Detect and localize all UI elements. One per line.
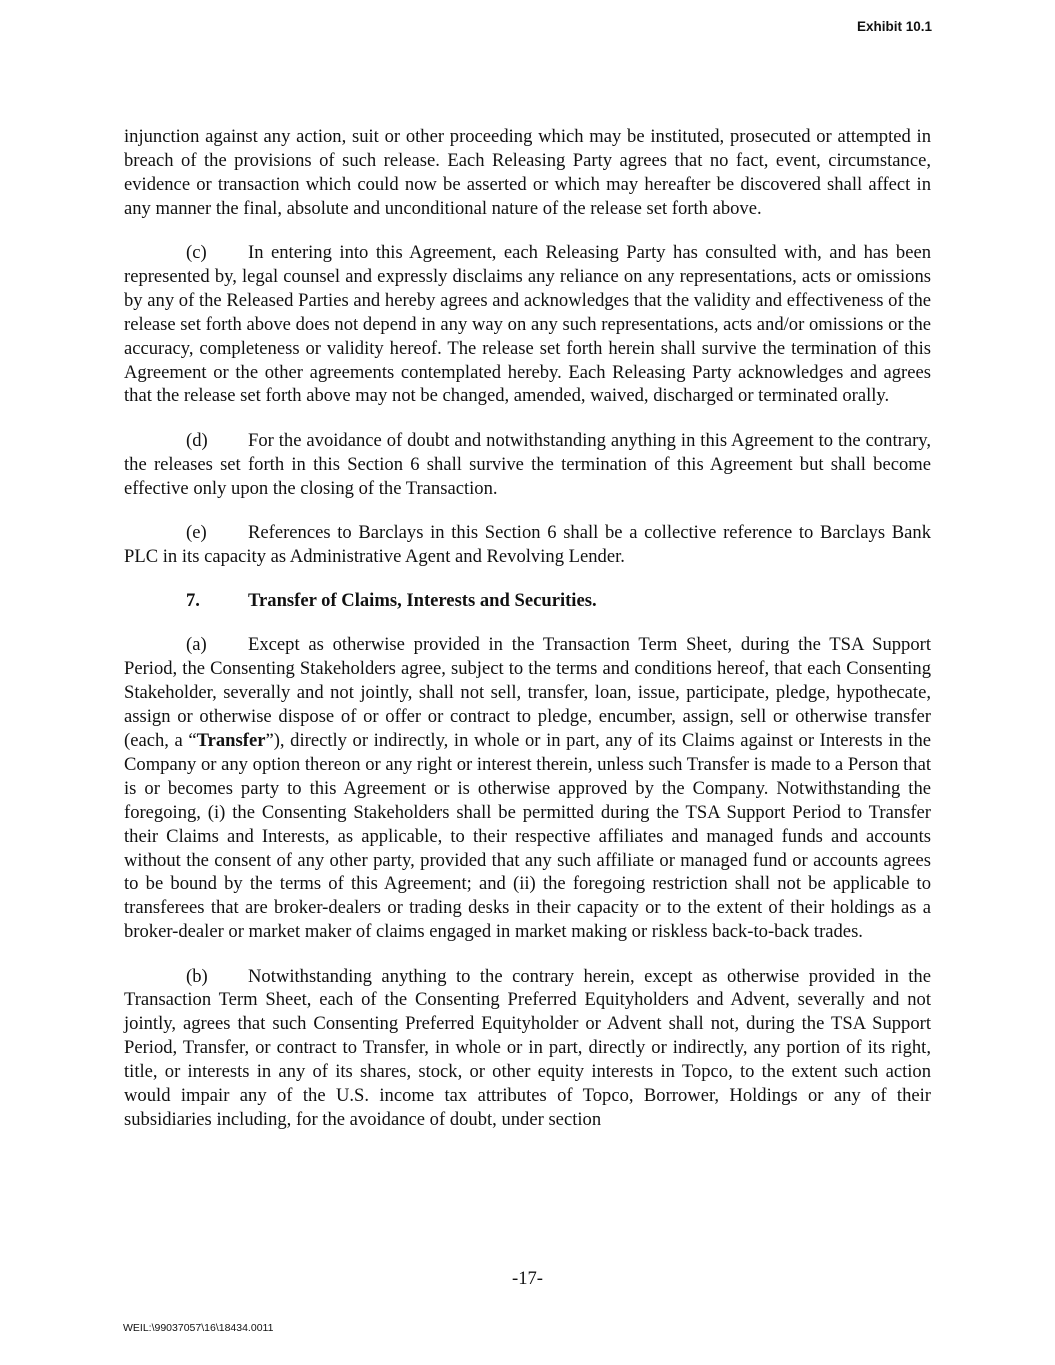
document-id: WEIL:\99037057\16\18434.0011 <box>123 1322 274 1334</box>
subsection-d-label: (d) <box>186 429 208 451</box>
defined-term-transfer: Transfer <box>196 729 266 751</box>
subsection-e <box>124 521 931 569</box>
document-body <box>124 125 931 1152</box>
section-7-heading <box>124 589 931 613</box>
continued-paragraph: injunction against any action, suit or other proceeding which may be instituted, prosecuted or attempted in breach of the provisions of such release. Each Releasing Party agrees that no fact, event, circumstance, evidence or transaction which could now be asserted or which may hereafter be discovered shall affect in any manner the final, absolute and unconditional nature of the release set forth above. <box>124 126 931 219</box>
subsection-c <box>124 241 931 408</box>
subsection-d-text: For the avoidance of doubt and notwithstanding anything in this Agreement to the contrary, the releases set forth in this Section 6 shall survive the termination of this Agreement but shall become effective only upon the closing of the Transaction. <box>124 429 931 499</box>
subsection-e-text: References to Barclays in this Section 6 shall be a collective reference to Barclays Bank PLC in its capacity as Administrative Agent and Revolving Lender. <box>124 521 931 567</box>
subsection-7a-text-part1: Except as otherwise provided in the Transaction Term Sheet, during the TSA Support Period, the Consenting Stakeholders agree, subject to the terms and conditions hereof, that each Consenting Stakeholder, severally and not jointly, shall not sell, transfer, loan, issue, participate, pledge, hypothecate, assign or otherwise dispose of or offer or contract to pledge, encumber, assign, sell or otherwise transfer (each, a “ <box>124 634 931 751</box>
subsection-7a-text-part2: ”), directly or indirectly, in whole or in part, any of its Claims against or Interests in the Company or any option thereon or any right or interest therein, unless such Transfer is made to a Person that is or becomes party to this Agreement or is otherwise approved by the Company. Notwithstanding the foregoing, (i) the Consenting Stakeholders shall be permitted during the TSA Support Period to Transfer their Claims and Interests, as applicable, to their respective affiliates and managed funds and accounts without the consent of any other party, provided that any such affiliate or managed fund or accounts agrees to be bound by the terms of this Agreement; and (ii) the foregoing restriction shall not be applicable to transferees that are broker-dealers or trading desks in their capacity or to the extent of their holdings as a broker-dealer or market maker of claims engaged in market making or riskless back-to-back trades. <box>124 729 931 943</box>
subsection-7a-label: (a) <box>186 634 207 656</box>
page-number: -17- <box>512 1268 543 1289</box>
subsection-c-label: (c) <box>186 242 207 264</box>
subsection-c-text: In entering into this Agreement, each Releasing Party has consulted with, and has been represented by, legal counsel and expressly disclaims any reliance on any representations, acts or omissions by any of the Released Parties and hereby agrees and acknowledges that the validity and effectiveness of the release set forth above does not depend in any way on any such representations, acts and/or omissions or the accuracy, completeness or validity hereof. The release set forth herein shall survive the termination of this Agreement or the other agreements contemplated hereby. Each Releasing Party acknowledges and agrees that the release set forth above may not be changed, amended, waived, discharged or terminated orally. <box>124 242 931 407</box>
subsection-d <box>124 429 931 501</box>
exhibit-label: Exhibit 10.1 <box>856 19 932 34</box>
subsection-7a <box>124 633 931 944</box>
subsection-e-label: (e) <box>186 521 207 543</box>
section-7-title: Transfer of Claims, Interests and Securities. <box>248 590 597 612</box>
subsection-7b <box>124 965 931 1132</box>
subsection-7b-text: Notwithstanding anything to the contrary herein, except as otherwise provided in the Transaction Term Sheet, each of the Consenting Preferred Equityholders and Advent, severally and not jointly, agrees that such Consenting Preferred Equityholder or Advent shall not, during the TSA Support Period, Transfer, or contract to Transfer, in whole or in part, directly or indirectly, any portion of its right, title, or interests in any of its shares, stock, or other equity interests in Topco, to the extent such action would impair any of the U.S. income tax attributes of Topco, Borrower, Holdings or any of their subsidiaries including, for the avoidance of doubt, under section <box>124 965 931 1130</box>
section-7-number: 7. <box>186 590 200 612</box>
subsection-7b-label: (b) <box>186 965 208 987</box>
